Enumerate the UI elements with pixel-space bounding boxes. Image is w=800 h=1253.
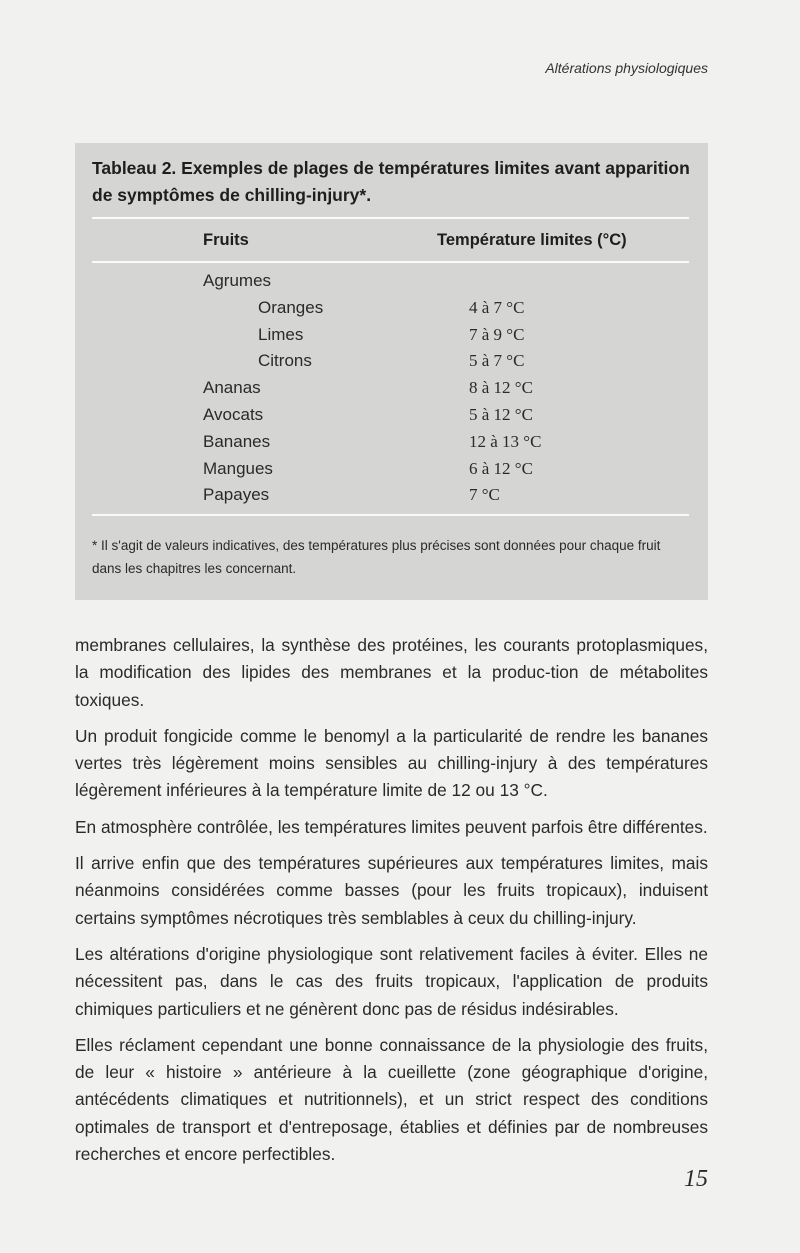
temperature-cell: 4 à 7 °C (469, 297, 525, 317)
table-rule-header (92, 261, 689, 263)
temperature-cell: 6 à 12 °C (469, 458, 533, 478)
temperature-cell: 7 à 9 °C (469, 324, 525, 344)
fruit-cell: Mangues (203, 458, 273, 478)
fruit-cell: Bananes (203, 431, 271, 451)
paragraph: En atmosphère contrôlée, les températures limites peuvent parfois être différentes. (75, 816, 708, 837)
fruit-cell: Agrumes (203, 271, 272, 290)
fruit-cell: Limes (258, 324, 304, 344)
table-footnote: * Il s'agit de valeurs indicatives, des températures plus précises sont données pour chaque fruit dans les chapitres les concernant. (92, 538, 661, 576)
fruit-cell: Ananas (203, 378, 261, 398)
header-temperature: Température limites (°C) (437, 231, 627, 249)
temperature-cell: 12 à 13 °C (469, 431, 542, 451)
temperature-cell: 7 °C (469, 485, 500, 505)
running-head: Altérations physiologiques (545, 60, 708, 76)
table-rule-bottom (92, 514, 689, 516)
paragraph: Les altérations d'origine physiologique sont relativement faciles à éviter. Elles ne nécessitent pas, dans le cas des fruits tropicaux, l'application de produits chimiques particuliers et ne génèrent donc pas de résidus indésirables. (75, 943, 708, 1019)
page-number: 15 (684, 1166, 708, 1192)
paragraph: Elles réclament cependant une bonne connaissance de la physiologie des fruits, de leur « histoire » antérieure à la cueillette (zone géographique d'origine, antécédents climatiques et nutritionnels), et un strict respect des conditions optimales de transport et d'entreposage, établies et définies par de nombreuses recherches et encore perfectibles. (75, 1034, 708, 1165)
paragraph: membranes cellulaires, la synthèse des protéines, les courants protoplasmiques, la modification des lipides des membranes et la produc-tion de métabolites toxiques. (75, 635, 708, 710)
body-text (75, 632, 708, 1177)
fruit-cell: Citrons (258, 351, 312, 371)
fruit-cell: Oranges (258, 297, 324, 317)
temperature-cell: 5 à 7 °C (469, 351, 525, 371)
table-title: Tableau 2. Exemples de plages de températures limites avant apparition de symptômes de chilling-injury*. (92, 158, 690, 205)
paragraph: Il arrive enfin que des températures supérieures aux températures limites, mais néanmoins considérées comme basses (pour les fruits tropicaux), induisent certains symptômes nécrotiques très semblables à ceux du chilling-injury. (75, 853, 708, 928)
fruit-cell: Papayes (203, 485, 270, 505)
paragraph: Un produit fongicide comme le benomyl a la particularité de rendre les bananes vertes très légèrement moins sensibles au chilling-injury à des températures légèrement inférieures à la température limite de 12 ou 13 °C. (75, 725, 708, 801)
temperature-cell: 8 à 12 °C (469, 378, 533, 398)
table-box (75, 143, 708, 600)
fruit-cell: Avocats (203, 405, 264, 424)
table-rule-top (92, 217, 689, 219)
header-fruits: Fruits (203, 231, 249, 249)
temperature-cell: 5 à 12 °C (469, 405, 533, 424)
